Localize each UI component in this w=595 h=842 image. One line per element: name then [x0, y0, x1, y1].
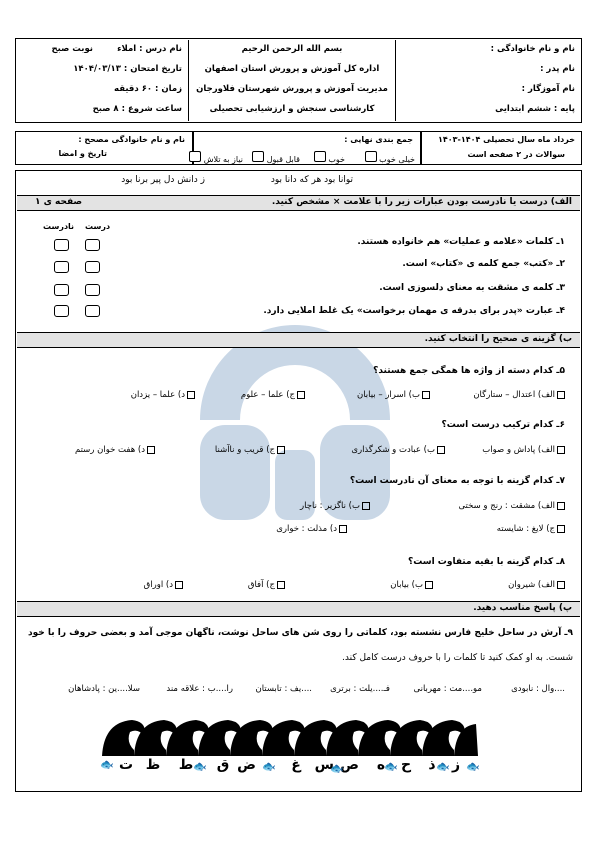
- q6-option-b[interactable]: ب) عبادت و شکرگذاری: [351, 445, 445, 455]
- q6-option-a[interactable]: الف) پاداش و صواب: [482, 445, 565, 455]
- fish-icon: 🐟: [436, 760, 450, 773]
- header-right-cell: [395, 40, 581, 121]
- org-line-1: اداره کل آموزش و پرورش استان اصفهان: [204, 64, 380, 74]
- fill-word-1: ....وال : نابودی: [511, 684, 565, 694]
- teacher-name-label: نام آموزگار :: [521, 84, 575, 94]
- exam-month: خرداد ماه سال تحصیلی ۱۴۰۴-۱۴۰۳: [438, 135, 575, 144]
- shift-label: نوبت صبح: [51, 44, 93, 54]
- col-false-label: نادرست: [43, 222, 75, 231]
- header-center-cell: [188, 40, 395, 121]
- grade-option-4: نیاز به تلاش: [189, 151, 243, 164]
- true-checkbox-1[interactable]: [85, 239, 100, 251]
- question-9-line-1: ۹ـ آرش در ساحل خلیج فارس نشسته بود، کلماتی را روی شن های ساحل نوشت، ناگهان موجی آمد و بعضی حروف را با خود: [27, 628, 573, 638]
- question-9-line-2: شست. به او کمک کنید تا کلمات را با حروف درست کامل کند.: [342, 653, 573, 663]
- q7-option-b[interactable]: ب) ناگزیر : ناچار: [300, 501, 370, 511]
- final-total-label: جمع بندی نهایی :: [344, 135, 413, 144]
- header-left-cell: [17, 40, 188, 121]
- org-line-3: کارشناسی سنجش و ارزشیابی تحصیلی: [209, 104, 375, 114]
- fill-word-6: سلا....ین : پادشاهان: [68, 684, 140, 694]
- fish-icon: 🐟: [466, 760, 480, 773]
- statement-2: ۲ـ «کتب» جمع کلمه ی «کتاب» است.: [402, 259, 565, 269]
- grade-checkbox-2[interactable]: [314, 151, 326, 162]
- letter-5: ص: [340, 757, 359, 773]
- grade-option-1: خیلی خوب: [365, 151, 415, 164]
- letter-8: ض: [237, 757, 256, 773]
- letter-7: غ: [291, 757, 301, 773]
- q5-option-c[interactable]: ج) علما – علوم: [241, 390, 305, 400]
- letter-3: ح: [400, 757, 412, 773]
- letter-2: ذ: [428, 757, 436, 773]
- false-checkbox-3[interactable]: [54, 284, 69, 296]
- q5-option-a[interactable]: الف) اعتدال – ستارگان: [473, 390, 565, 400]
- false-checkbox-4[interactable]: [54, 305, 69, 317]
- fish-icon: 🐟: [330, 762, 344, 775]
- statement-1: ۱ـ کلمات «علامه و عملیات» هم خانواده هستند.: [357, 237, 565, 247]
- pages-note: سوالات در ۲ صفحه است: [467, 150, 565, 159]
- true-checkbox-3[interactable]: [85, 284, 100, 296]
- section-be-bar: [17, 332, 580, 348]
- q6-option-c[interactable]: ج) قریب و ناآشنا: [215, 445, 285, 455]
- grade-option-2: خوب: [314, 151, 345, 164]
- letter-6: س: [314, 757, 334, 773]
- statement-4: ۴ـ عبارت «پدر برای بدرقه ی مهمان برخواست» یک غلط املایی دارد.: [263, 306, 565, 316]
- letter-11: ظ: [145, 757, 161, 773]
- q5-option-b[interactable]: ب) اسرار – بیابان: [357, 390, 430, 400]
- question-8: ۸ـ کدام گزینه با بقیه متفاوت است؟: [407, 557, 565, 567]
- question-5: ۵ـ کدام دسته از واژه ها همگی جمع هستند؟: [373, 366, 565, 376]
- date-sign-label: تاریخ و امضا: [58, 149, 107, 158]
- poem-left: ز دانش دل پیر برنا بود: [121, 175, 205, 185]
- true-checkbox-2[interactable]: [85, 261, 100, 273]
- letter-12: ت: [118, 757, 134, 773]
- fish-icon: 🐟: [100, 758, 114, 771]
- exam-date: تاریخ امتحان : ۱۴۰۴/۰۳/۱۳: [73, 64, 182, 74]
- q7-option-c[interactable]: ج) لایغ : شایسته: [497, 524, 565, 534]
- grade-checkbox-1[interactable]: [365, 151, 377, 162]
- q8-option-a[interactable]: الف) شیروان: [508, 580, 565, 590]
- bismillah: بسم الله الرحمن الرحیم: [241, 44, 343, 54]
- question-7: ۷ـ کدام گزینه با توجه به معنای آن نادرست است؟: [349, 476, 565, 486]
- grade-label: پایه : ششم ابتدایی: [495, 104, 575, 114]
- letter-9: ق: [216, 757, 230, 773]
- section-alef-bar: [17, 195, 580, 211]
- page-number: صفحه ی ۱: [35, 197, 83, 207]
- false-checkbox-1[interactable]: [54, 239, 69, 251]
- grade-checkbox-4[interactable]: [189, 151, 201, 162]
- section-pe-title: پ) پاسخ مناسب دهید.: [473, 603, 572, 613]
- col-true-label: درست: [85, 222, 111, 231]
- letter-4: ه: [376, 757, 386, 773]
- subject-label: نام درس : املاء: [117, 44, 182, 54]
- fill-word-5: را....ب : علاقه مند: [166, 684, 233, 694]
- corrector-name-label: نام و نام خانوادگی مصحح :: [78, 135, 185, 144]
- father-name-label: نام پدر :: [540, 64, 575, 74]
- letter-1: ز: [451, 757, 461, 773]
- q8-option-c[interactable]: ج) آفاق: [248, 580, 285, 590]
- q6-option-d[interactable]: د) هفت خوان رستم: [75, 445, 155, 455]
- question-6: ۶ـ کدام ترکیب درست است؟: [441, 420, 565, 430]
- section-alef-title: الف) درست یا نادرست بودن عبارات زیر را با علامت × مشخص کنید.: [271, 197, 572, 207]
- poem-right: توانا بود هر که دانا بود: [270, 175, 353, 185]
- fish-icon: 🐟: [262, 760, 276, 773]
- student-name-label: نام و نام خانوادگی :: [490, 44, 575, 54]
- org-line-2: مدیریت آموزش و پرورش شهرستان فلاورجان: [196, 84, 388, 94]
- exam-start-time: ساعت شروع : ۸ صبح: [92, 104, 182, 114]
- info-divider-1: [420, 131, 422, 165]
- sea-waves-illustration: [100, 712, 480, 757]
- exam-duration: زمان : ۶۰ دقیقه: [114, 84, 182, 94]
- grade-option-3: قابل قبول: [252, 151, 300, 164]
- q7-option-a[interactable]: الف) مشقت : رنج و سختی: [458, 501, 565, 511]
- false-checkbox-2[interactable]: [54, 261, 69, 273]
- q7-option-d[interactable]: د) مذلت : خواری: [276, 524, 347, 534]
- q8-option-d[interactable]: د) اوراق: [144, 580, 183, 590]
- fish-icon: 🐟: [193, 760, 207, 773]
- statement-3: ۳ـ کلمه ی مشقت به معنای دلسوزی است.: [379, 283, 565, 293]
- fill-word-2: مو....مت : مهربانی: [413, 684, 482, 694]
- q8-option-b[interactable]: ب) بیابان: [390, 580, 433, 590]
- letter-10: ط: [178, 757, 194, 773]
- section-pe-bar: [17, 601, 580, 617]
- section-be-title: ب) گزینه ی صحیح را انتخاب کنید.: [424, 334, 572, 344]
- fish-icon: 🐟: [384, 760, 398, 773]
- grade-checkbox-3[interactable]: [252, 151, 264, 162]
- true-checkbox-4[interactable]: [85, 305, 100, 317]
- q5-option-d[interactable]: د) علما – یزدان: [131, 390, 195, 400]
- fill-word-4: ....یف : تابستان: [255, 684, 312, 694]
- fill-word-3: فـ....یلت : برتری: [330, 684, 390, 694]
